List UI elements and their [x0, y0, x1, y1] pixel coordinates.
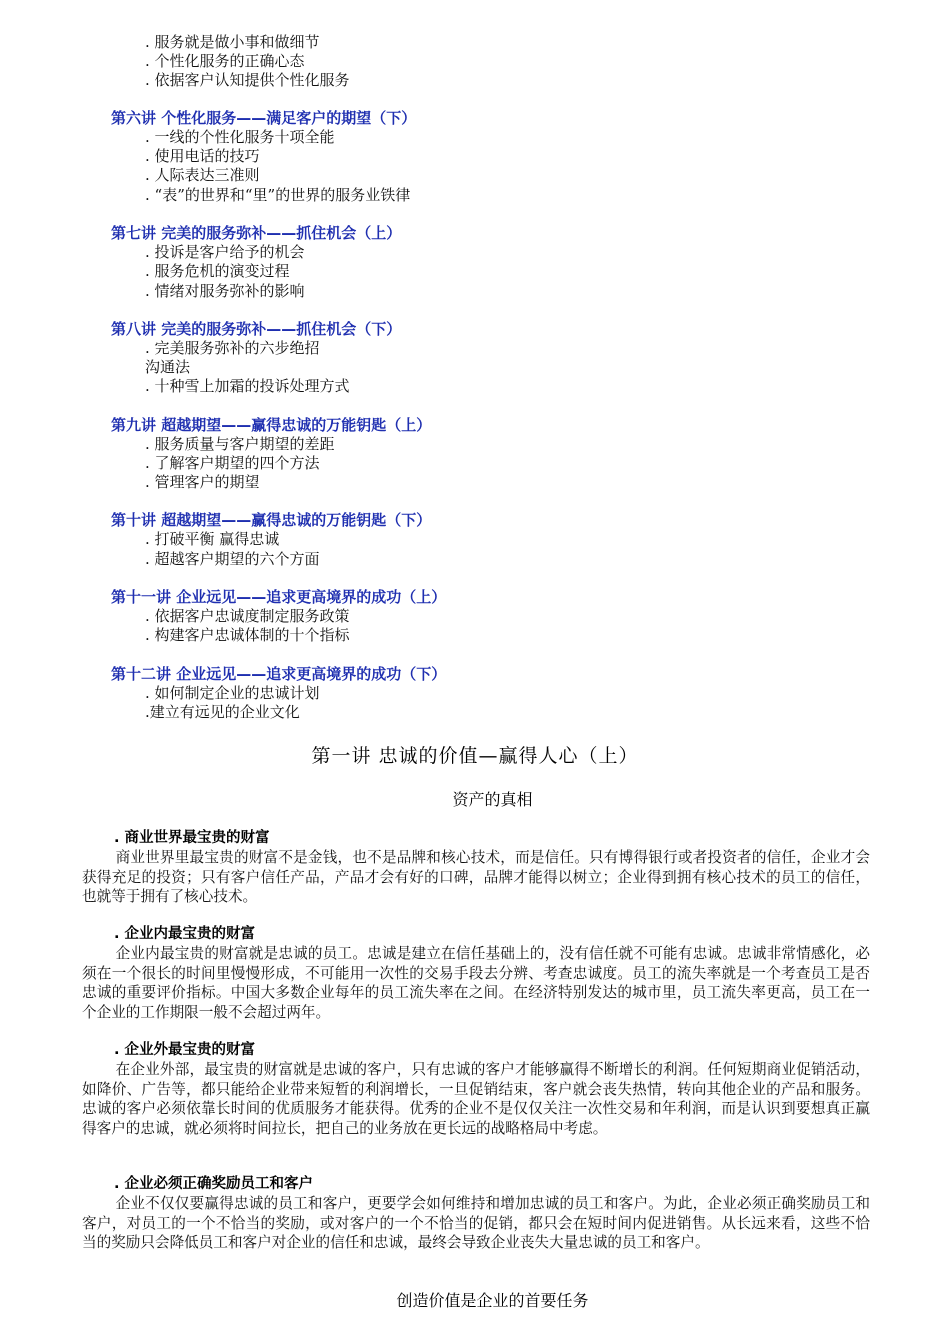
- toc-item: .建立有远见的企业文化: [145, 703, 300, 721]
- subsection-heading: . 企业内最宝贵的财富: [114, 926, 256, 942]
- toc-item: . 如何制定企业的忠诚计划: [145, 684, 320, 702]
- subsection-paragraph: 在企业外部，最宝贵的财富就是忠诚的客户，只有忠诚的客户才能够赢得不断增长的利润。任何短期商业促销活动，如降价、广告等，都只能给企业带来短暂的利润增长，一旦促销结束，客户就会丧失热情，转向其他企业的产品和服务。忠诚的客户必须依靠长时间的优质服务才能获得。优秀的企业不是仅仅关注一次性交易和年利润，而是认识到要想真正赢得客户的忠诚，就必须将时间拉长，把自己的业务放在更长远的战略格局中考虑。: [82, 1061, 870, 1137]
- section-title: 创造价值是企业的首要任务: [396, 1291, 589, 1310]
- toc-item: . 管理客户的期望: [145, 473, 260, 491]
- subsection-paragraph: 企业不仅仅要赢得忠诚的员工和客户，更要学会如何维持和增加忠诚的员工和客户。为此，企业必须正确奖励员工和客户，对员工的一个不恰当的奖励，或对客户的一个不恰当的促销，都只会在短时间内促进销售。从长远来看，这些不恰当的奖励只会降低员工和客户对企业的信任和忠诚，最终会导致企业丧失大量忠诚的员工和客户。: [82, 1195, 870, 1251]
- toc-item: . 个性化服务的正确心态: [145, 52, 305, 70]
- toc-item: . 人际表达三准则: [145, 166, 260, 184]
- toc-lecture-heading: 第十二讲 企业远见——追求更高境界的成功（下）: [111, 665, 447, 683]
- subsection-heading: . 商业世界最宝贵的财富: [114, 830, 270, 846]
- toc-lecture-heading: 第八讲 完美的服务弥补——抓住机会（下）: [111, 320, 402, 338]
- toc-item: . 服务危机的演变过程: [145, 262, 290, 280]
- toc-item: . 依据客户认知提供个性化服务: [145, 71, 350, 89]
- subsection-paragraph: 企业内最宝贵的财富就是忠诚的员工。忠诚是建立在信任基础上的，没有信任就不可能有忠诚。忠诚非常情感化，必须在一个很长的时间里慢慢形成，不可能用一次性的交易手段去分辨、考查忠诚度。员工的流失率就是一个考查员工是否忠诚的重要评价指标。中国大多数企业每年的员工流失率在之间。在经济特别发达的城市里，员工流失率更高，员工在一个企业的工作期限一般不会超过两年。: [82, 945, 870, 1021]
- lecture-title: 第一讲 忠诚的价值—赢得人心（上）: [311, 745, 639, 767]
- subsection-paragraph: 商业世界里最宝贵的财富不是金钱，也不是品牌和核心技术，而是信任。只有博得银行或者投资者的信任，企业才会获得充足的投资；只有客户信任产品，产品才会有好的口碑，品牌才能得以树立；企业得到拥有核心技术的员工的信任，也就等于拥有了核心技术。: [82, 849, 870, 905]
- toc-item: . 依据客户忠诚度制定服务政策: [145, 607, 350, 625]
- toc-item: . 使用电话的技巧: [145, 147, 260, 165]
- toc-item: . 服务质量与客户期望的差距: [145, 435, 335, 453]
- toc-item: . 情绪对服务弥补的影响: [145, 282, 305, 300]
- toc-lecture-heading: 第九讲 超越期望——赢得忠诚的万能钥匙（上）: [111, 416, 432, 434]
- toc-item: . 了解客户期望的四个方法: [145, 454, 320, 472]
- toc-item: . 完美服务弥补的六步绝招: [145, 339, 320, 357]
- subsection-heading: . 企业必须正确奖励员工和客户: [114, 1176, 314, 1192]
- toc-item: 沟通法: [145, 358, 191, 376]
- toc-item: . 投诉是客户给予的机会: [145, 243, 305, 261]
- toc-item: . 十种雪上加霜的投诉处理方式: [145, 377, 350, 395]
- toc-item: . 一线的个性化服务十项全能: [145, 128, 335, 146]
- section-title: 资产的真相: [452, 790, 533, 809]
- toc-item: . 超越客户期望的六个方面: [145, 550, 320, 568]
- toc-item: . 服务就是做小事和做细节: [145, 33, 320, 51]
- toc-lecture-heading: 第十讲 超越期望——赢得忠诚的万能钥匙（下）: [111, 511, 432, 529]
- subsection-heading: . 企业外最宝贵的财富: [114, 1042, 256, 1058]
- toc-lecture-heading: 第六讲 个性化服务——满足客户的期望（下）: [111, 109, 417, 127]
- toc-item: . 打破平衡 赢得忠诚: [145, 530, 280, 548]
- toc-lecture-heading: 第七讲 完美的服务弥补——抓住机会（上）: [111, 224, 402, 242]
- toc-item: . 构建客户忠诚体制的十个指标: [145, 626, 350, 644]
- toc-lecture-heading: 第十一讲 企业远见——追求更高境界的成功（上）: [111, 588, 447, 606]
- toc-item: . “表”的世界和“里”的世界的服务业铁律: [145, 186, 411, 204]
